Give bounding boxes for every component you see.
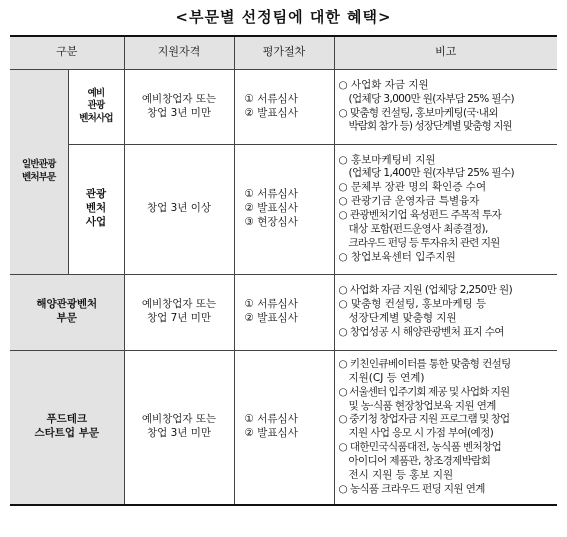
header-qualification: 지원자격	[124, 36, 234, 69]
table-row	[10, 350, 557, 505]
header-evaluation: 평가절차	[234, 36, 334, 69]
category-foodtech: 푸드테크 스타트업 부문	[10, 350, 124, 505]
qualification-cell: 예비창업자 또는 창업 3년 미만	[124, 350, 234, 505]
category-marine: 해양관광벤처 부문	[10, 274, 124, 350]
page-title: <부문별 선정팀에 대한 혜택>	[175, 8, 392, 26]
table-row	[10, 144, 557, 274]
evaluation-cell: ① 서류심사 ② 발표심사	[234, 274, 334, 350]
header-row	[10, 36, 557, 69]
header-notes: 비고	[334, 36, 557, 69]
notes-cell: ○ 키친인큐베이터를 통한 맞춤형 컨설팅 지원(CJ 등 연계) ○ 서울센터 입주기회 제공 및 사업화 지원 및 농·식품 현장창업보육 지원 연계 ○ 중기청 창업자금 지원 프로그램 및 창업 지원 사업 응모 시 가점 부여(예정) ○ 대한민국식품대전, 농식품 벤처창업 아이디어 제품관, 창조경제박람회 전시 지원 등 홍보 지원 ○ 농식품 크라우드 펀딩 지원 연계	[334, 350, 557, 505]
table-row	[10, 274, 557, 350]
evaluation-cell: ① 서류심사 ② 발표심사	[234, 350, 334, 505]
notes-cell: ○ 사업화 자금 지원 (업체당 2,250만 원) ○ 맞춤형 컨설팅, 홍보마케팅 등 성장단계별 맞춤형 지원 ○ 창업성공 시 해양관광벤처 표지 수여	[334, 274, 557, 350]
benefits-table	[10, 35, 557, 506]
category-general: 일반관광 벤처부문	[10, 69, 68, 274]
header-category: 구분	[10, 36, 124, 69]
evaluation-cell: ① 서류심사 ② 발표심사	[234, 69, 334, 144]
qualification-cell: 예비창업자 또는 창업 7년 미만	[124, 274, 234, 350]
subcategory-pre-venture: 예비 관광 벤처사업	[68, 69, 124, 144]
subcategory-venture: 관광 벤처 사업	[68, 144, 124, 274]
qualification-cell: 창업 3년 이상	[124, 144, 234, 274]
notes-cell: ○ 사업화 자금 지원 (업체당 3,000만 원(자부담 25% 필수) ○ 맞춤형 컨설팅, 홍보마케팅(국·내외 박람회 참가 등) 성장단계별 맞춤형 지원	[334, 69, 557, 144]
notes-cell: ○ 홍보마케팅비 지원 (업체당 1,400만 원(자부담 25% 필수) ○ 문체부 장관 명의 확인증 수여 ○ 관광기금 운영자금 특별융자 ○ 관광벤처기업 육성펀드 주목적 투자 대상 포함(펀드운영사 최종결정), 크라우드 펀딩 등 투자유치 관련 지원 ○ 창업보육센터 입주지원	[334, 144, 557, 274]
evaluation-cell: ① 서류심사 ② 발표심사 ③ 현장심사	[234, 144, 334, 274]
qualification-cell: 예비창업자 또는 창업 3년 미만	[124, 69, 234, 144]
table-row	[10, 69, 557, 144]
